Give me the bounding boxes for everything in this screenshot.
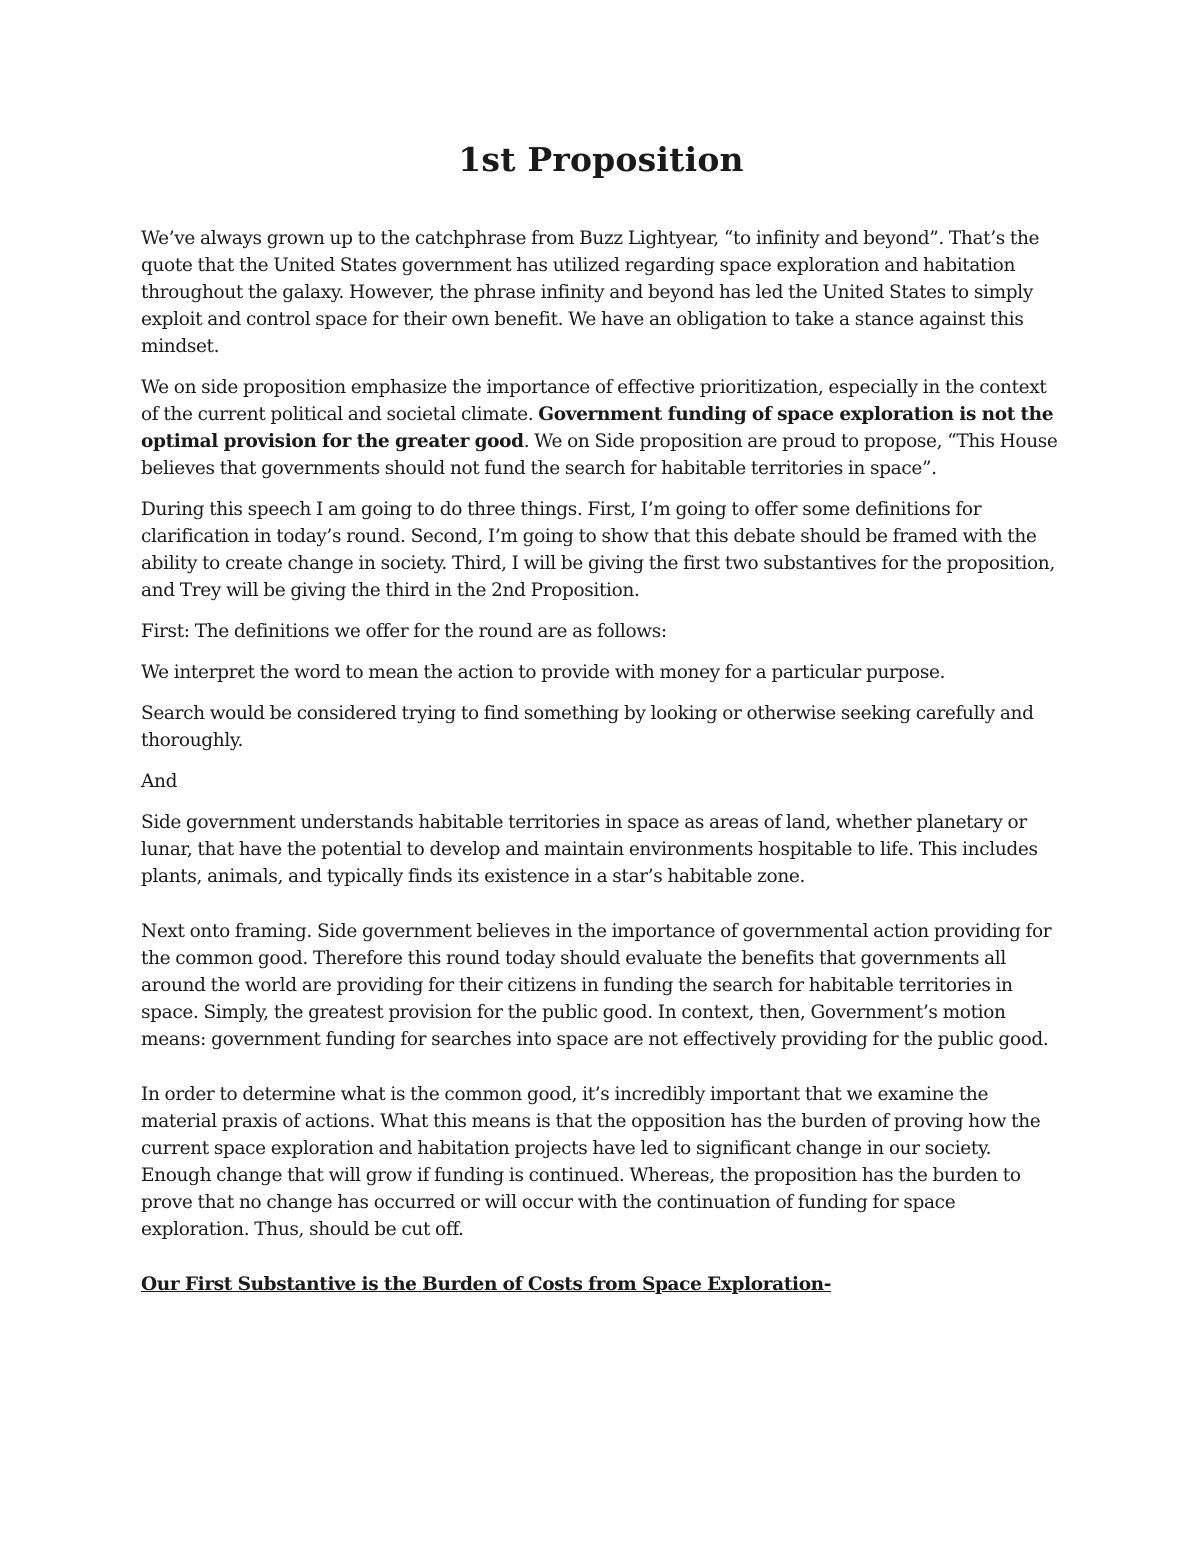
document-title: 1st Proposition bbox=[458, 140, 744, 179]
paragraph-framing: Next onto framing. Side government believes in the importance of governmental action providing for the common good. Therefore this round today should evaluate the benefits that governments all around the world are providing for their citizens in funding the search for habitable territories in space. Simply, the greatest provision for the public good. In context, then, Government’s motion means: government funding for searches into space are not effectively providing for the public good. bbox=[141, 921, 1052, 1050]
paragraph-intro: We’ve always grown up to the catchphrase from Buzz Lightyear, “to infinity and beyond”. That’s the quote that the United States government has utilized regarding space exploration and habitation throughout the galaxy. However, the phrase infinity and beyond has led the United States to simply exploit and control space for their own benefit. We have an obligation to take a stance against this mindset. bbox=[141, 228, 1040, 357]
paragraph-burdens: In order to determine what is the common good, it’s incredibly important that we examine the material praxis of actions. What this means is that the opposition has the burden of proving how the current space exploration and habitation projects have led to significant change in our society. Enough change that will grow if funding is continued. Whereas, the proposition has the burden to prove that no change has occurred or will occur with the continuation of funding for space exploration. Thus, should be cut off. bbox=[141, 1084, 1041, 1240]
paragraph-motion-text-a: We on side proposition emphasize the importance of effective prioritization, especially in the context of the current political and societal climate. bbox=[141, 377, 1047, 425]
paragraph-and: And bbox=[141, 771, 178, 792]
paragraph-roadmap: During this speech I am going to do three things. First, I’m going to offer some definitions for clarification in today’s round. Second, I’m going to show that this debate should be framed with the ability to create change in society. Third, I will be giving the first two substantives for the proposition, and Trey will be giving the third in the 2nd Proposition. bbox=[141, 499, 1055, 601]
paragraph-definition-habitable: Side government understands habitable territories in space as areas of land, whether planetary or lunar, that have the potential to develop and maintain environments hospitable to life. This includes plants, animals, and typically finds its existence in a star’s habitable zone. bbox=[141, 812, 1038, 887]
substantive-heading: Our First Substantive is the Burden of Costs from Space Exploration- bbox=[141, 1274, 832, 1295]
paragraph-definitions-intro: First: The definitions we offer for the round are as follows: bbox=[141, 621, 667, 642]
paragraph-motion-bold: Government funding of space exploration is not the optimal provision for the greater good bbox=[141, 404, 1054, 452]
paragraph-definition-search: Search would be considered trying to find something by looking or otherwise seeking carefully and thoroughly. bbox=[141, 703, 1034, 751]
paragraph-motion-text-b: . We on Side proposition are proud to propose, “This House believes that governments should not fund the search for habitable territories in space”. bbox=[141, 431, 1058, 479]
paragraph-motion bbox=[141, 374, 1061, 482]
document-page bbox=[141, 140, 1061, 1312]
paragraph-definition-fund: We interpret the word to mean the action to provide with money for a particular purpose. bbox=[141, 662, 946, 683]
